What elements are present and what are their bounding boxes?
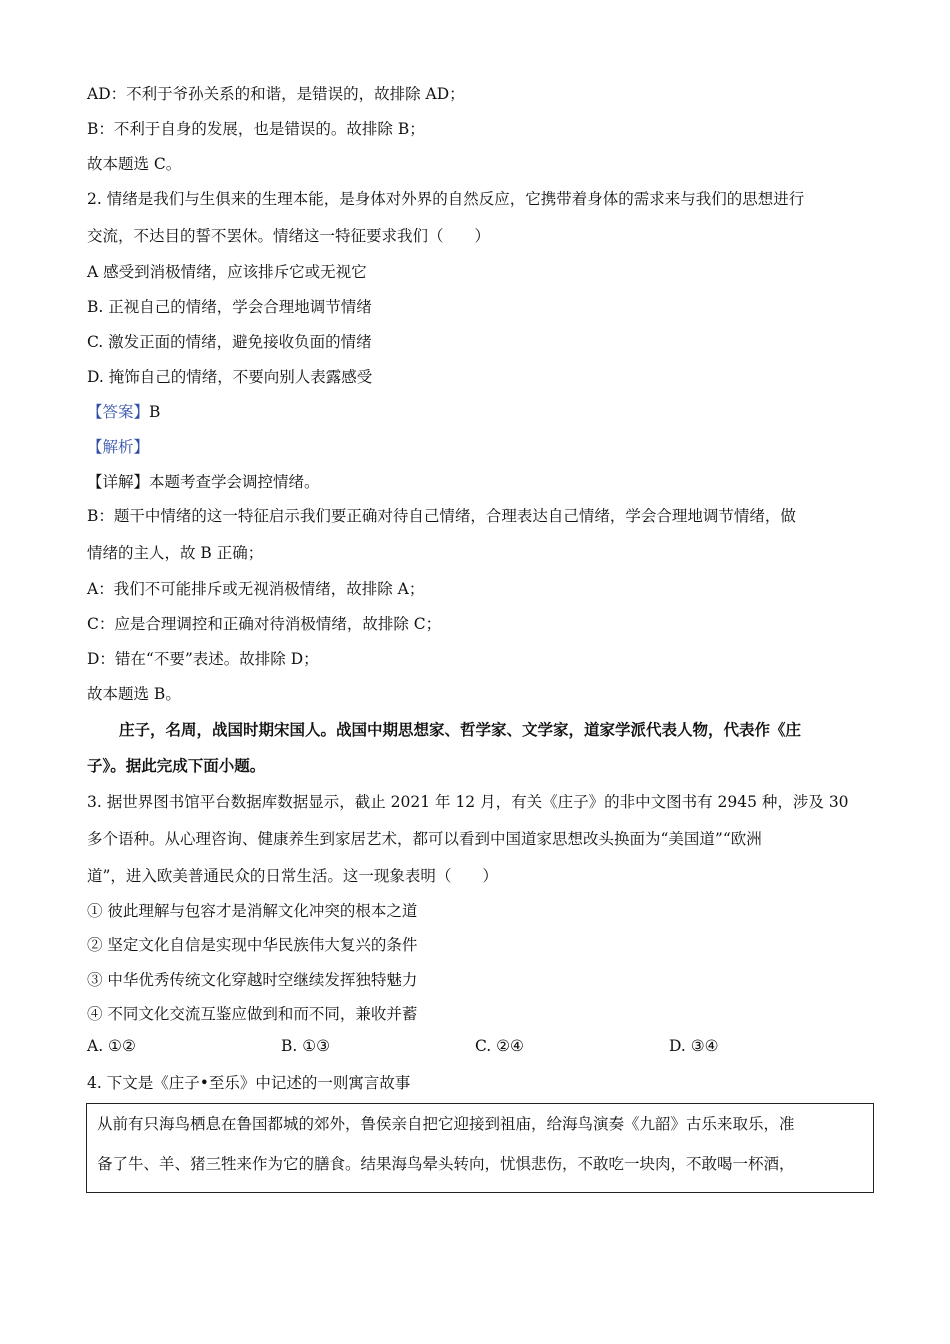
q3-choice-c: C. ②④ — [475, 1037, 524, 1055]
answer-value: B — [149, 403, 161, 421]
answer-tag: 【答案】 — [87, 403, 150, 421]
q2-analysis-c: C：应是合理调控和正确对待消极情绪，故排除 C； — [87, 615, 442, 633]
q2-option-b: B. 正视自己的情绪，学会合理地调节情绪 — [87, 298, 372, 316]
q3-item-3: ③ 中华优秀传统文化穿越时空继续发挥独特魅力 — [87, 971, 418, 989]
q2-option-d: D. 掩饰自己的情绪，不要向别人表露感受 — [87, 368, 373, 386]
q2-detail: 【详解】本题考查学会调控情绪。 — [87, 473, 320, 491]
q3-choice-a: A. ①② — [87, 1037, 136, 1055]
fable-line1: 从前有只海鸟栖息在鲁国都城的郊外，鲁侯亲自把它迎接到祖庙，给海鸟演奏《九韶》古乐来取乐，准 — [97, 1115, 795, 1133]
q2-stem-line2: 交流，不达目的誓不罢休。情绪这一特征要求我们（ ） — [87, 227, 491, 245]
q2-analysis-b-line1: B：题干中情绪的这一特征启示我们要正确对待自己情绪，合理表达自己情绪，学会合理地调节情绪，做 — [87, 507, 796, 525]
q3-item-1: ① 彼此理解与包容才是消解文化冲突的根本之道 — [87, 902, 418, 920]
q2-analysis-d: D：错在“不要”表述。故排除 D； — [87, 650, 319, 668]
fable-text-box — [86, 1103, 874, 1193]
prev-conclusion: 故本题选 C。 — [87, 155, 182, 173]
q2-conclusion: 故本题选 B。 — [87, 685, 181, 703]
q3-choice-d: D. ③④ — [669, 1037, 719, 1055]
fable-line2: 备了牛、羊、猪三牲来作为它的膳食。结果海鸟晕头转向，忧惧悲伤，不敢吃一块肉，不敢喝一杯酒， — [97, 1155, 795, 1173]
q2-option-a: A 感受到消极情绪，应该排斥它或无视它 — [87, 263, 367, 281]
q3-choice-b: B. ①③ — [281, 1037, 331, 1055]
q2-analysis-tag: 【解析】 — [87, 438, 150, 456]
q2-analysis-b-line2: 情绪的主人，故 B 正确； — [87, 544, 264, 562]
zhuangzi-intro-line1: 庄子，名周，战国时期宋国人。战国中期思想家、哲学家、文学家，道家学派代表人物，代表作《庄 — [119, 721, 802, 739]
q2-option-c: C. 激发正面的情绪，避免接收负面的情绪 — [87, 333, 372, 351]
q2-answer — [87, 400, 160, 422]
q3-item-4: ④ 不同文化交流互鉴应做到和而不同，兼收并蓄 — [87, 1005, 418, 1023]
q3-item-2: ② 坚定文化自信是实现中华民族伟大复兴的条件 — [87, 936, 418, 954]
q3-stem-line3: 道”，进入欧美普通民众的日常生活。这一现象表明（ ） — [87, 867, 498, 885]
q3-stem-line1: 3. 据世界图书馆平台数据库数据显示，截止 2021 年 12 月，有关《庄子》的非中文图书有 2945 种，涉及 30 — [87, 793, 849, 811]
prev-analysis-ad: AD：不利于爷孙关系的和谐，是错误的，故排除 AD； — [87, 85, 465, 103]
q2-analysis-a: A：我们不可能排斥或无视消极情绪，故排除 A； — [87, 580, 425, 598]
q2-stem-line1: 2. 情绪是我们与生俱来的生理本能，是身体对外界的自然反应，它携带着身体的需求来与我们的思想进行 — [87, 190, 805, 208]
prev-analysis-b: B：不利于自身的发展，也是错误的。故排除 B； — [87, 120, 425, 138]
q3-stem-line2: 多个语种。从心理咨询、健康养生到家居艺术，都可以看到中国道家思想改头换面为“美国道”“欧洲 — [87, 830, 762, 848]
zhuangzi-intro-line2: 子》。据此完成下面小题。 — [87, 757, 266, 775]
q4-stem: 4. 下文是《庄子•至乐》中记述的一则寓言故事 — [87, 1074, 411, 1092]
